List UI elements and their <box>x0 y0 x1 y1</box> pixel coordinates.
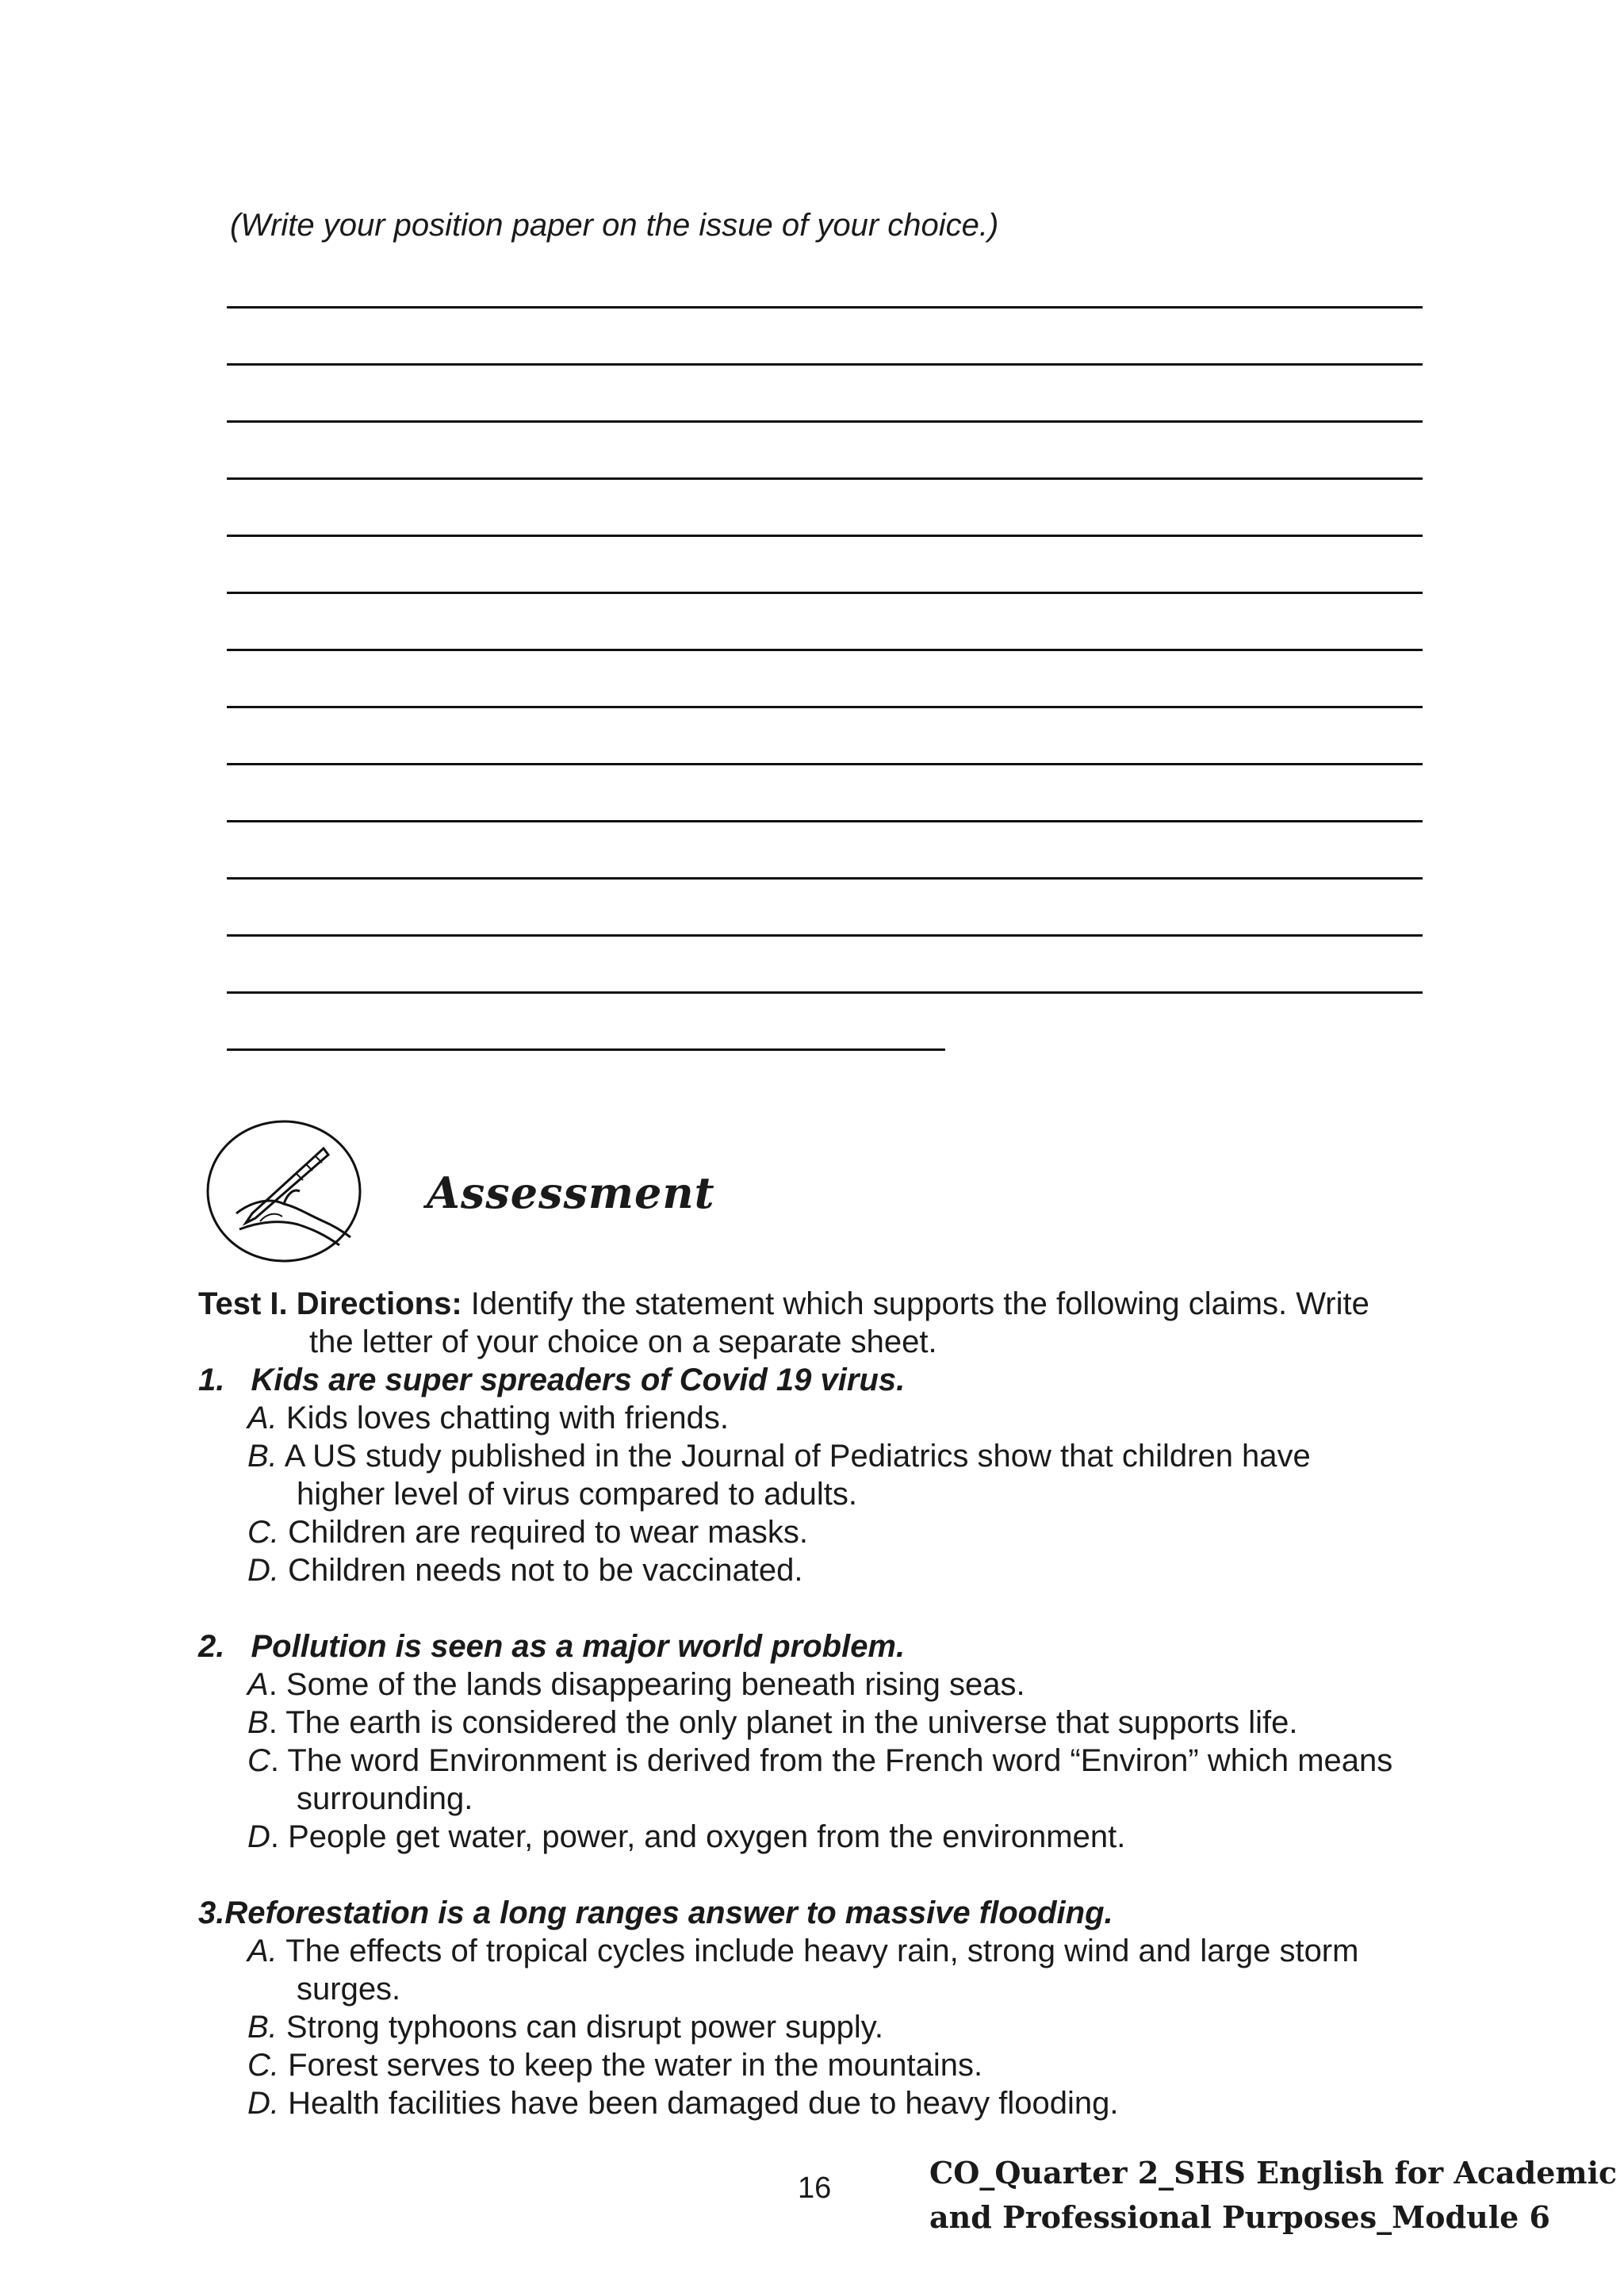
writing-line <box>227 649 1423 651</box>
option-letter: C. <box>247 1515 279 1550</box>
question-1 <box>198 1361 905 1399</box>
option-letter: B. <box>247 1439 278 1474</box>
page-number: 16 <box>798 2171 832 2205</box>
option-text: Kids loves chatting with friends. <box>285 1401 729 1435</box>
option-continuation: surges. <box>297 1972 401 2007</box>
option-text: . The word Environment is derived from the French word “Environ” which means <box>270 1743 1393 1778</box>
option-text: Health facilities have been damaged due to heavy flooding. <box>288 2086 1119 2121</box>
option-text: Children are required to wear masks. <box>288 1515 808 1550</box>
option-letter: C <box>247 1743 270 1778</box>
option-letter: C. <box>247 2048 279 2083</box>
option-letter: D. <box>247 2086 279 2121</box>
option-text: A US study published in the Journal of Pediatrics show that children have <box>284 1439 1311 1474</box>
option <box>247 1399 729 1437</box>
directions-text: Identify the statement which supports the following claims. Write <box>462 1286 1369 1321</box>
option-letter: B. <box>247 2010 278 2045</box>
writing-line <box>227 877 1423 880</box>
question-number: 3. <box>198 1895 225 1930</box>
question-2 <box>198 1627 905 1665</box>
writing-line <box>227 420 1423 423</box>
directions-continuation: the letter of your choice on a separate sheet. <box>309 1324 937 1359</box>
option-continuation: higher level of virus compared to adults. <box>297 1477 858 1512</box>
option <box>247 1932 1358 1970</box>
option <box>247 1437 1311 1475</box>
option-text: Strong typhoons can disrupt power supply. <box>285 2010 883 2045</box>
option <box>247 1818 1125 1856</box>
option <box>247 1742 1392 1780</box>
writing-line <box>227 820 1423 822</box>
option <box>247 2008 883 2046</box>
writing-line <box>227 592 1423 594</box>
option-letter: B <box>247 1705 269 1740</box>
question-number: 1. <box>198 1363 225 1397</box>
question-text: Pollution is seen as a major world problem. <box>251 1629 906 1664</box>
test-label: Test I. Directions: <box>198 1286 462 1321</box>
question-text: Reforestation is a long ranges answer to massive flooding. <box>224 1895 1113 1930</box>
writing-line <box>227 363 1423 366</box>
option <box>247 2084 1119 2122</box>
option-letter: A. <box>247 1401 278 1435</box>
option-text: The effects of tropical cycles include heavy rain, strong wind and large storm <box>285 1934 1359 1968</box>
option-letter: D. <box>247 1553 279 1588</box>
option-letter: A. <box>247 1934 278 1968</box>
question-number: 2. <box>198 1629 225 1664</box>
option <box>247 1704 1298 1742</box>
option-continuation: surrounding. <box>297 1781 473 1816</box>
option-text: Children needs not to be vaccinated. <box>288 1553 803 1588</box>
option <box>247 1513 808 1551</box>
question-3 <box>198 1894 1113 1932</box>
option-letter: A <box>247 1667 269 1702</box>
option-text: Forest serves to keep the water in the mountains. <box>288 2048 983 2083</box>
hand-writing-with-pen-icon <box>205 1118 363 1264</box>
option-letter: D <box>247 1819 270 1854</box>
writing-line <box>227 706 1423 708</box>
option-text: . Some of the lands disappearing beneath rising seas. <box>268 1667 1025 1702</box>
option-text: . People get water, power, and oxygen from the environment. <box>270 1819 1126 1854</box>
option-text: . The earth is considered the only planet in the universe that supports life. <box>268 1705 1298 1740</box>
writing-line <box>227 1048 945 1051</box>
writing-line <box>227 991 1423 994</box>
option <box>247 2046 982 2084</box>
option <box>247 1551 802 1589</box>
writing-line <box>227 477 1423 480</box>
writing-line <box>227 763 1423 765</box>
footer-line-2: and Professional Purposes_Module 6 <box>929 2199 1550 2235</box>
footer-line-1: CO_Quarter 2_SHS English for Academic <box>929 2155 1618 2191</box>
writing-line <box>227 934 1423 937</box>
writing-prompt: (Write your position paper on the issue of your choice.) <box>230 208 999 243</box>
module-footer <box>929 2151 1617 2240</box>
writing-line <box>227 535 1423 537</box>
assessment-heading: Assessment <box>427 1167 715 1218</box>
option <box>247 1665 1025 1704</box>
test-directions <box>198 1285 1467 1361</box>
question-text: Kids are super spreaders of Covid 19 virus. <box>251 1363 906 1397</box>
writing-line <box>227 306 1423 309</box>
